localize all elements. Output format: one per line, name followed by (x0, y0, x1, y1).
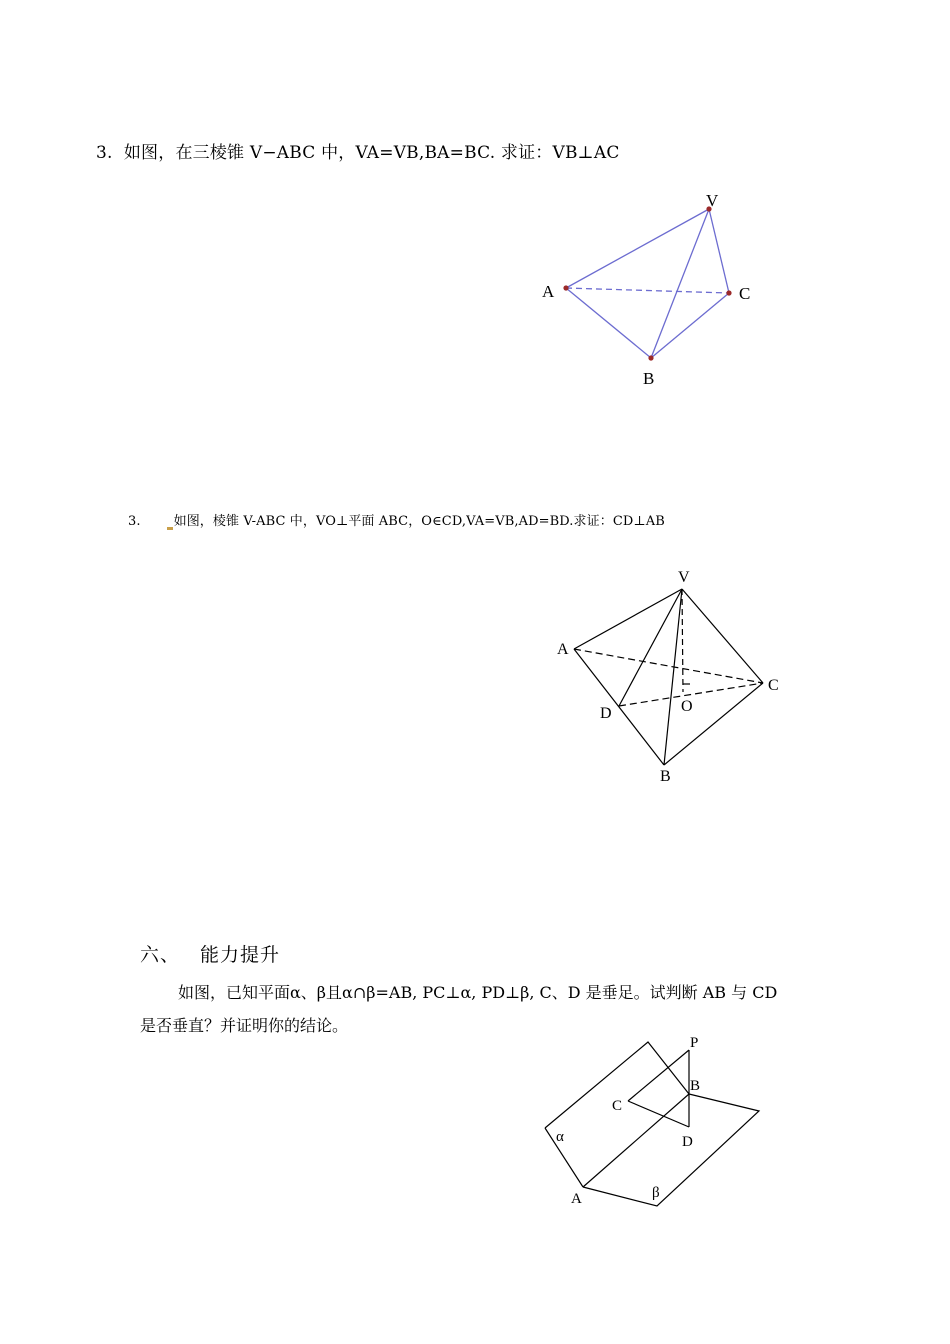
figure-1-points (563, 206, 731, 360)
point-a (563, 285, 568, 290)
section-number: 六、 (140, 944, 181, 966)
label-c: C (612, 1098, 623, 1114)
segment-pc (628, 1050, 689, 1101)
problem-2-number: 3. (128, 514, 141, 529)
label-beta: β (652, 1185, 660, 1201)
problem-2-text: 如图，棱锥 V-ABC 中，VO⊥平面 ABC，O∈CD,VA=VB,AD=BD.求证：CD⊥AB (173, 514, 665, 529)
label-p: P (690, 1035, 699, 1051)
edge-vb (664, 589, 682, 765)
section-title: 能力提升 (200, 944, 281, 966)
label-b: B (690, 1078, 701, 1094)
label-v: V (706, 191, 719, 210)
label-a: A (542, 282, 555, 301)
problem-1-text: 如图，在三棱锥 V−ABC 中，VA=VB,BA=BC. 求证：VB⊥AC (123, 143, 620, 163)
segment-vo-hidden (682, 589, 683, 692)
edge-bc (664, 683, 763, 765)
point-b (648, 355, 653, 360)
edge-ab (566, 288, 651, 358)
label-v: V (678, 569, 690, 586)
label-c: C (768, 677, 779, 694)
edge-vc (709, 209, 729, 293)
segment-cd (628, 1101, 689, 1127)
figure-3-planes (545, 1042, 759, 1206)
figure-2-pyramid (574, 589, 763, 765)
problem-2-statement (128, 510, 665, 530)
edge-ac-hidden (566, 288, 729, 293)
line-ab (583, 1094, 689, 1187)
edge-vb (651, 209, 709, 358)
plane-alpha-left (545, 1128, 583, 1187)
figure-1-pyramid (566, 209, 729, 358)
label-d: D (600, 705, 612, 722)
label-a: A (557, 641, 569, 658)
edit-mark (167, 527, 173, 530)
problem-3-line-2: 是否垂直？并证明你的结论。 (140, 1016, 349, 1035)
label-alpha: α (556, 1129, 564, 1145)
label-a: A (571, 1191, 582, 1207)
label-b: B (660, 768, 671, 785)
edge-bc (651, 293, 729, 358)
figure-3-labels (556, 1035, 700, 1207)
label-b: B (643, 369, 655, 388)
edge-ac-hidden (574, 649, 763, 683)
problem-1-number: 3. (96, 143, 113, 163)
plane-beta (583, 1094, 759, 1206)
label-d: D (682, 1134, 693, 1150)
problem-3-line-1: 如图，已知平面α、β且α∩β=AB, PC⊥α, PD⊥β, C、D 是垂足。试判断 AB 与 CD (178, 983, 778, 1002)
plane-alpha-top (545, 1042, 689, 1128)
edge-vc (682, 589, 763, 683)
label-c: C (739, 284, 751, 303)
section-heading (140, 940, 280, 967)
edge-ab (574, 649, 664, 765)
label-o: O (681, 698, 693, 715)
figure-1-labels (542, 191, 750, 388)
point-c (726, 290, 731, 295)
edge-va (566, 209, 709, 288)
figure-2-labels (557, 569, 779, 785)
